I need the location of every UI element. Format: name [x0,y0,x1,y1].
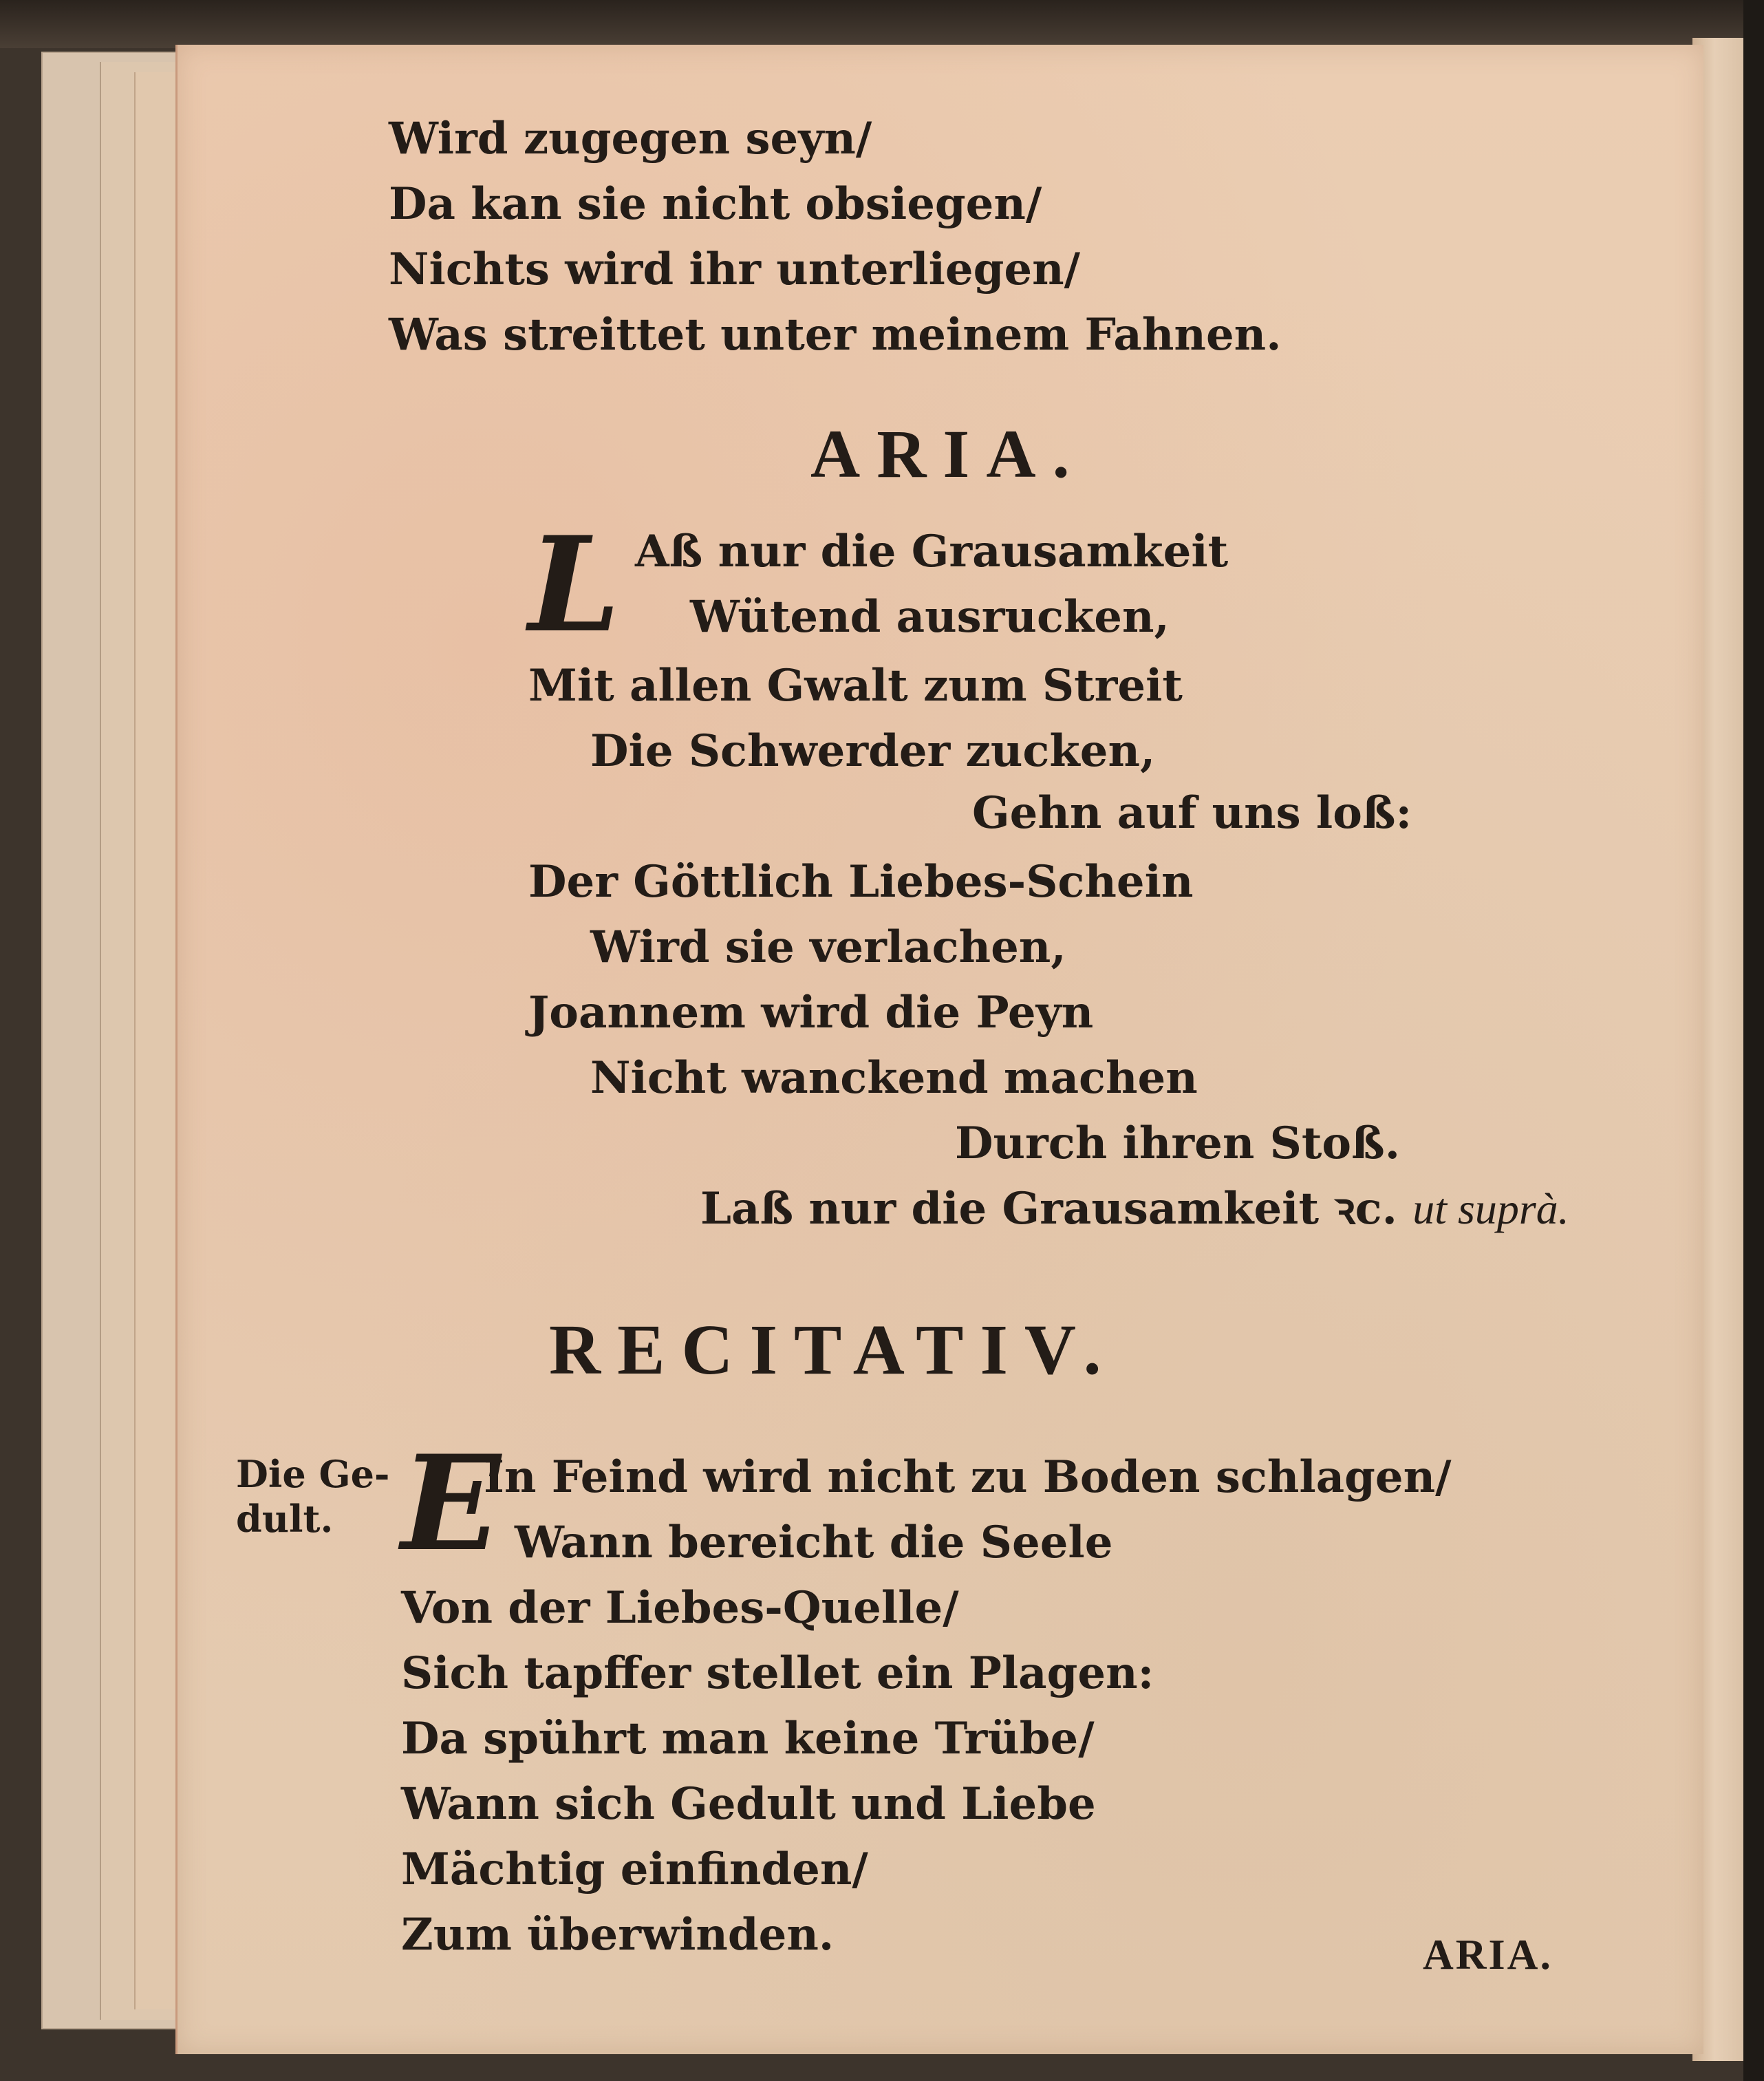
verse-line: Gehn auf uns loß: [972,787,1412,839]
verse-line: Da kan sie nicht obsiegen/ [389,178,1042,230]
verse-line: Nichts wird ihr unterliegen/ [389,244,1080,295]
verse-line: Aß nur die Grausamkeit [635,526,1229,577]
ut-supra-mark: ut suprà. [1412,1184,1569,1233]
verse-line: Wird sie verlachen, [590,921,1066,973]
verse-line: Zum überwinden. [401,1909,835,1961]
aria-heading: ARIA. [810,416,1086,492]
verse-line: Von der Liebes-Quelle/ [401,1582,959,1634]
aria-drop-cap: L [528,508,621,661]
verse-line: Der Göttlich Liebes-Schein [528,856,1194,908]
verse-line: Sich tapffer stellet ein Plagen: [401,1647,1154,1699]
verse-line: Was streittet unter meinem Fahnen. [389,309,1282,361]
book-page [175,45,1703,2054]
verse-line: In Feind wird nicht zu Boden schlagen/ [484,1451,1452,1503]
verse-line: Wann sich Gedult und Liebe [401,1778,1096,1830]
speaker-name-line: Die Ge- [236,1452,390,1496]
recitativ-heading: RECITATIV. [549,1310,1118,1389]
repeat-text: Laß nur die Grausamkeit ꝛc. [700,1183,1397,1235]
verse-line: Durch ihren Stoß. [955,1118,1400,1169]
scanner-frame-right [1743,0,1764,2081]
verse-line: Da spührt man keine Trübe/ [401,1713,1095,1764]
repeat-line [700,1183,1569,1235]
verse-line: Mächtig einfinden/ [401,1844,868,1895]
speaker-name-line: dult. [236,1497,334,1541]
verse-line: Die Schwerder zucken, [590,725,1156,777]
verse-line: Wird zugegen seyn/ [389,113,872,164]
verse-line: Wütend ausrucken, [690,591,1170,643]
verse-line: Wann bereicht die Seele [515,1517,1113,1568]
scanner-frame [0,0,1764,48]
verse-line: Mit allen Gwalt zum Streit [528,660,1183,712]
recitativ-drop-cap: E [401,1427,501,1580]
catchword: ARIA. [1423,1932,1553,1978]
verse-line: Joannem wird die Peyn [528,987,1094,1038]
verse-line: Nicht wanckend machen [590,1052,1198,1104]
